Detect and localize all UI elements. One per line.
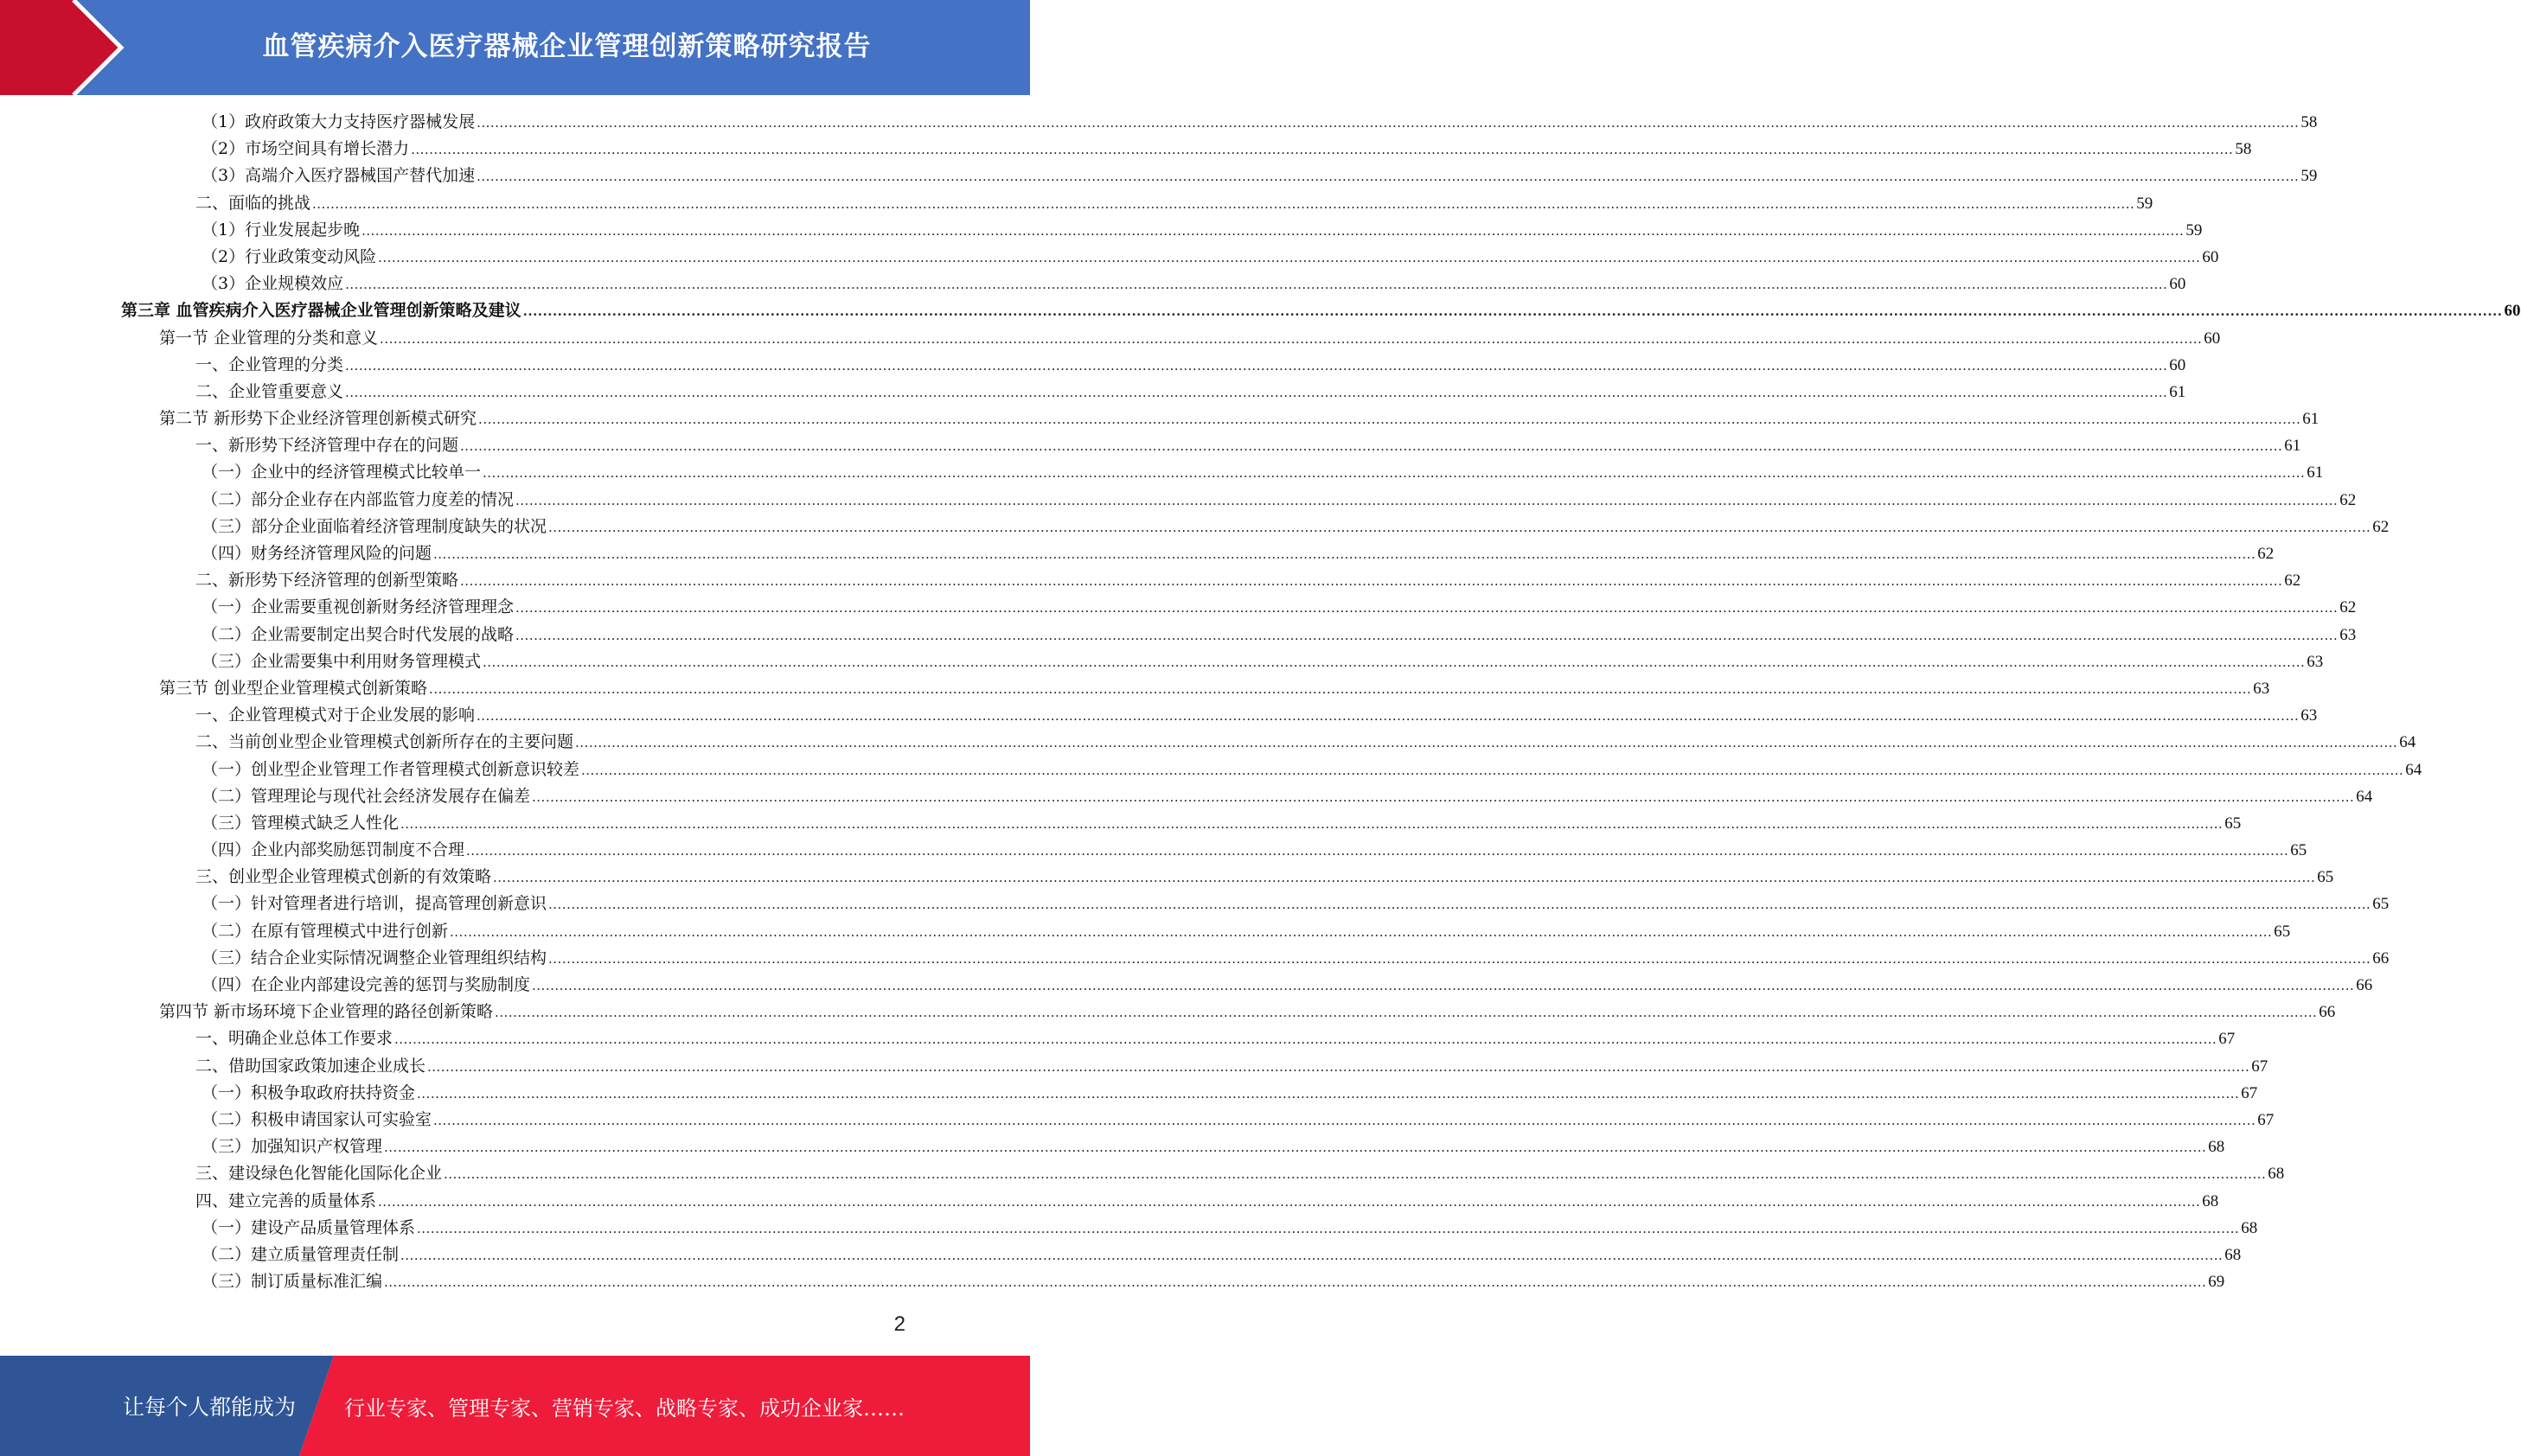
toc-leader-dots: ................................................................................................................................................................................................................................................................................................................................................................................................................: [477, 115, 2300, 131]
toc-leader-dots: ................................................................................................................................................................................................................................................................................................................................................................................................................: [515, 492, 2339, 508]
toc-entry-page: 66: [2356, 976, 2373, 994]
toc-entry-page: 67: [2218, 1030, 2236, 1049]
toc-entry-label: 一、企业管理模式对于企业发展的影响: [195, 706, 476, 725]
toc-entry-label: （1）行业发展起步晚: [202, 220, 361, 239]
toc-entry-label: （二）企业需要制定出契合时代发展的战略: [202, 624, 515, 644]
toc-entry[interactable]: [121, 487, 2357, 514]
toc-entry[interactable]: [121, 1134, 2225, 1160]
toc-entry-page: 68: [2202, 1191, 2219, 1210]
toc-entry[interactable]: [121, 1107, 2275, 1134]
toc-leader-dots: ................................................................................................................................................................................................................................................................................................................................................................................................................: [400, 1247, 2223, 1263]
toc-leader-dots: ................................................................................................................................................................................................................................................................................................................................................................................................................: [417, 1085, 2240, 1102]
toc-entry[interactable]: [121, 1215, 2258, 1242]
toc-entry-page: 59: [2185, 220, 2203, 239]
toc-leader-dots: ................................................................................................................................................................................................................................................................................................................................................................................................................: [493, 870, 2316, 886]
toc-entry-label: （三）部分企业面临着经济管理制度缺失的状况: [202, 516, 547, 536]
toc-entry-page: 61: [2169, 382, 2186, 401]
toc-entry-label: （3）高端介入医疗器械国产替代加速: [202, 166, 476, 186]
toc-leader-dots: ................................................................................................................................................................................................................................................................................................................................................................................................................: [450, 923, 2273, 940]
toc-entry-label: （四）在企业内部建设完善的惩罚与奖励制度: [202, 975, 531, 994]
toc-entry-page: 63: [2253, 679, 2270, 698]
toc-leader-dots: ................................................................................................................................................................................................................................................................................................................................................................................................................: [411, 142, 2234, 158]
toc-entry-label: （四）财务经济管理风险的问题: [202, 544, 432, 563]
toc-entry-page: 61: [2284, 437, 2301, 456]
toc-entry-page: 66: [2319, 1003, 2336, 1022]
toc-entry-label: （2）行业政策变动风险: [202, 246, 377, 266]
toc-entry[interactable]: [121, 648, 2324, 675]
toc-leader-dots: ................................................................................................................................................................................................................................................................................................................................................................................................................: [378, 1193, 2201, 1210]
toc-leader-dots: ................................................................................................................................................................................................................................................................................................................................................................................................................: [345, 277, 2168, 293]
toc-entry-page: 69: [2208, 1273, 2225, 1292]
toc-leader-dots: ................................................................................................................................................................................................................................................................................................................................................................................................................: [378, 249, 2201, 265]
toc-entry[interactable]: [121, 217, 2203, 244]
toc-entry-page: 68: [2241, 1218, 2258, 1237]
toc-leader-dots: ................................................................................................................................................................................................................................................................................................................................................................................................................: [548, 897, 2371, 913]
footer-band: [0, 1356, 1030, 1456]
toc-entry[interactable]: [121, 864, 2334, 891]
toc-entry-label: 二、新形势下经济管理的创新型策略: [195, 571, 459, 591]
toc-entry[interactable]: [121, 244, 2219, 271]
toc-leader-dots: ................................................................................................................................................................................................................................................................................................................................................................................................................: [495, 1005, 2318, 1021]
toc-entry-page: 65: [2372, 895, 2390, 914]
toc-entry[interactable]: [121, 540, 2275, 567]
toc-entry[interactable]: [121, 891, 2390, 917]
toc-entry[interactable]: [121, 1053, 2268, 1080]
toc-entry[interactable]: [121, 109, 2318, 136]
chevron-arrow-icon: [0, 0, 130, 95]
toc-entry[interactable]: [121, 325, 2221, 352]
toc-entry[interactable]: [121, 190, 2153, 217]
toc-entry-page: 68: [2268, 1165, 2285, 1184]
toc-entry[interactable]: [121, 702, 2318, 729]
toc-entry-label: 一、企业管理的分类: [195, 354, 344, 374]
toc-entry-page: 61: [2302, 410, 2319, 429]
toc-entry-page: 65: [2317, 868, 2334, 887]
toc-entry-label: （二）建立质量管理责任制: [202, 1244, 400, 1264]
toc-entry-page: 65: [2224, 814, 2242, 833]
toc-leader-dots: ................................................................................................................................................................................................................................................................................................................................................................................................................: [483, 465, 2306, 482]
toc-entry-page: 67: [2251, 1057, 2268, 1076]
table-of-contents: [121, 109, 2521, 1295]
report-title: 血管疾病介入医疗器械企业管理创新策略研究报告: [262, 30, 872, 62]
toc-entry-label: （一）创业型企业管理工作者管理模式创新意识较差: [202, 759, 580, 779]
toc-leader-dots: ................................................................................................................................................................................................................................................................................................................................................................................................................: [477, 169, 2300, 185]
toc-entry[interactable]: [121, 1242, 2242, 1268]
toc-leader-dots: ................................................................................................................................................................................................................................................................................................................................................................................................................: [575, 735, 2398, 751]
toc-entry-page: 66: [2372, 948, 2390, 967]
toc-entry[interactable]: [121, 459, 2324, 486]
toc-entry[interactable]: [121, 810, 2242, 837]
toc-leader-dots: ................................................................................................................................................................................................................................................................................................................................................................................................................: [394, 1031, 2217, 1048]
toc-leader-dots: ................................................................................................................................................................................................................................................................................................................................................................................................................: [460, 573, 2283, 590]
toc-entry-page: 62: [2339, 490, 2357, 509]
toc-leader-dots: ................................................................................................................................................................................................................................................................................................................................................................................................................: [312, 195, 2135, 212]
toc-entry-label: 二、企业管重要意义: [195, 381, 344, 401]
toc-leader-dots: ................................................................................................................................................................................................................................................................................................................................................................................................................: [548, 950, 2371, 967]
toc-entry[interactable]: [121, 297, 2521, 324]
toc-entry[interactable]: [121, 622, 2357, 648]
toc-entry[interactable]: [121, 918, 2291, 945]
toc-entry[interactable]: [121, 1268, 2225, 1295]
toc-entry[interactable]: [121, 352, 2186, 379]
toc-entry-page: 64: [2405, 760, 2422, 779]
toc-entry-label: 二、借助国家政策加速企业成长: [195, 1056, 426, 1076]
toc-leader-dots: ................................................................................................................................................................................................................................................................................................................................................................................................................: [429, 680, 2252, 697]
toc-entry-label: （一）建设产品质量管理体系: [202, 1217, 416, 1237]
toc-entry-label: （三）制订质量标准汇编: [202, 1272, 383, 1292]
header-band: [0, 0, 1030, 95]
footer-slogan-right: 行业专家、管理专家、营销专家、战略专家、成功企业家……: [344, 1395, 905, 1421]
toc-leader-dots: ................................................................................................................................................................................................................................................................................................................................................................................................................: [384, 1140, 2207, 1156]
toc-entry-label: （三）加强知识产权管理: [202, 1137, 383, 1157]
toc-entry-page: 62: [2257, 545, 2275, 563]
toc-leader-dots: ................................................................................................................................................................................................................................................................................................................................................................................................................: [532, 978, 2355, 993]
toc-leader-dots: ................................................................................................................................................................................................................................................................................................................................................................................................................: [433, 1112, 2256, 1128]
toc-entry-page: 68: [2208, 1138, 2225, 1157]
toc-entry-label: （一）企业中的经济管理模式比较单一: [202, 463, 482, 482]
toc-entry-label: （四）企业内部奖励惩罚制度不合理: [202, 840, 465, 860]
toc-leader-dots: ................................................................................................................................................................................................................................................................................................................................................................................................................: [433, 546, 2256, 562]
toc-entry-page: 60: [2504, 302, 2521, 321]
toc-leader-dots: ................................................................................................................................................................................................................................................................................................................................................................................................................: [345, 357, 2168, 374]
toc-leader-dots: ................................................................................................................................................................................................................................................................................................................................................................................................................: [460, 438, 2283, 455]
toc-entry-label: 一、新形势下经济管理中存在的问题: [195, 436, 459, 456]
toc-entry[interactable]: [121, 594, 2357, 621]
toc-entry[interactable]: [121, 163, 2318, 189]
toc-leader-dots: ................................................................................................................................................................................................................................................................................................................................................................................................................: [380, 330, 2203, 347]
toc-leader-dots: ................................................................................................................................................................................................................................................................................................................................................................................................................: [581, 762, 2404, 778]
toc-entry-label: 二、当前创业型企业管理模式创新所存在的主要问题: [195, 732, 574, 752]
toc-entry-page: 60: [2202, 247, 2219, 266]
toc-entry-page: 67: [2241, 1083, 2258, 1102]
footer-slogan-left: 让每个人都能成为: [123, 1395, 297, 1420]
toc-entry[interactable]: [121, 1025, 2236, 1052]
toc-entry-label: 三、创业型企业管理模式创新的有效策略: [195, 867, 492, 887]
toc-entry[interactable]: [121, 837, 2307, 864]
toc-leader-dots: ................................................................................................................................................................................................................................................................................................................................................................................................................: [466, 843, 2289, 859]
toc-entry-label: （二）在原有管理模式中进行创新: [202, 921, 449, 941]
toc-leader-dots: ................................................................................................................................................................................................................................................................................................................................................................................................................: [532, 789, 2355, 805]
toc-entry-label: 四、建立完善的质量体系: [195, 1191, 377, 1210]
toc-leader-dots: ................................................................................................................................................................................................................................................................................................................................................................................................................: [427, 1058, 2250, 1075]
toc-entry[interactable]: [121, 1080, 2258, 1107]
toc-entry[interactable]: [121, 271, 2186, 297]
toc-entry-label: （三）管理模式缺乏人性化: [202, 813, 400, 833]
toc-leader-dots: ................................................................................................................................................................................................................................................................................................................................................................................................................: [478, 412, 2301, 428]
toc-leader-dots: ................................................................................................................................................................................................................................................................................................................................................................................................................: [477, 708, 2300, 725]
toc-entry[interactable]: [121, 567, 2301, 594]
toc-leader-dots: ................................................................................................................................................................................................................................................................................................................................................................................................................: [522, 303, 2503, 320]
toc-entry[interactable]: [121, 1160, 2285, 1187]
toc-entry-label: 第二节 新形势下企业经济管理创新模式研究: [159, 409, 477, 429]
toc-leader-dots: ................................................................................................................................................................................................................................................................................................................................................................................................................: [362, 222, 2185, 239]
page-number: 2: [893, 1312, 905, 1336]
toc-entry-page: 58: [2235, 140, 2252, 159]
toc-entry-label: （1）政府政策大力支持医疗器械发展: [202, 112, 476, 131]
toc-leader-dots: ................................................................................................................................................................................................................................................................................................................................................................................................................: [515, 600, 2339, 616]
toc-entry[interactable]: [121, 1188, 2219, 1215]
toc-entry-label: （二）部分企业存在内部监管力度差的情况: [202, 489, 515, 509]
toc-entry[interactable]: [121, 945, 2390, 972]
toc-entry-label: 第三章 血管疾病介入医疗器械企业管理创新策略及建议: [121, 301, 521, 321]
toc-entry[interactable]: [121, 729, 2416, 756]
toc-entry[interactable]: [121, 999, 2336, 1025]
toc-entry-label: 第四节 新市场环境下企业管理的路径创新策略: [159, 1002, 494, 1022]
toc-entry-label: （三）结合企业实际情况调整企业管理组织结构: [202, 948, 547, 967]
toc-entry[interactable]: [121, 675, 2270, 702]
toc-entry-page: 61: [2307, 463, 2324, 482]
toc-entry-label: （2）市场空间具有增长潜力: [202, 139, 410, 159]
toc-entry-label: （一）企业需要重视创新财务经济管理理念: [202, 597, 515, 617]
toc-entry[interactable]: [121, 972, 2373, 999]
toc-entry-label: 二、面临的挑战: [195, 193, 311, 213]
toc-entry-label: （一）积极争取政府扶持资金: [202, 1082, 416, 1102]
toc-entry-page: 60: [2204, 329, 2221, 348]
toc-entry-label: 三、建设绿色化智能化国际化企业: [195, 1164, 443, 1184]
toc-leader-dots: ................................................................................................................................................................................................................................................................................................................................................................................................................: [444, 1166, 2267, 1183]
toc-leader-dots: ................................................................................................................................................................................................................................................................................................................................................................................................................: [345, 384, 2168, 400]
toc-entry[interactable]: [121, 379, 2186, 406]
toc-leader-dots: ................................................................................................................................................................................................................................................................................................................................................................................................................: [384, 1274, 2207, 1291]
toc-entry-label: （3）企业规模效应: [202, 274, 344, 294]
toc-entry-page: 62: [2372, 517, 2390, 536]
toc-leader-dots: ................................................................................................................................................................................................................................................................................................................................................................................................................: [417, 1220, 2240, 1236]
toc-entry-page: 58: [2300, 113, 2318, 131]
toc-entry[interactable]: [121, 514, 2390, 540]
toc-entry-page: 65: [2290, 841, 2307, 860]
toc-entry-page: 63: [2339, 625, 2357, 644]
toc-leader-dots: ................................................................................................................................................................................................................................................................................................................................................................................................................: [483, 654, 2306, 670]
toc-entry-page: 60: [2169, 355, 2186, 374]
toc-leader-dots: ................................................................................................................................................................................................................................................................................................................................................................................................................: [400, 815, 2223, 832]
toc-entry-page: 59: [2136, 194, 2153, 213]
toc-entry[interactable]: [121, 432, 2301, 459]
toc-entry-page: 60: [2169, 275, 2186, 294]
toc-entry[interactable]: [121, 406, 2319, 432]
toc-entry-page: 62: [2284, 572, 2301, 591]
toc-entry-label: （二）积极申请国家认可实验室: [202, 1109, 432, 1129]
toc-entry-label: 第三节 创业型企业管理模式创新策略: [159, 678, 428, 698]
toc-entry-label: （二）管理理论与现代社会经济发展存在偏差: [202, 786, 531, 806]
toc-entry-page: 62: [2339, 598, 2357, 617]
toc-entry-page: 63: [2300, 706, 2318, 725]
toc-entry-label: （一）针对管理者进行培训，提高管理创新意识: [202, 894, 547, 914]
toc-entry-page: 64: [2356, 787, 2373, 806]
toc-entry-page: 68: [2224, 1245, 2242, 1264]
toc-entry[interactable]: [121, 757, 2422, 783]
toc-entry-page: 64: [2399, 733, 2416, 752]
toc-leader-dots: ................................................................................................................................................................................................................................................................................................................................................................................................................: [515, 627, 2339, 643]
toc-entry[interactable]: [121, 783, 2373, 810]
toc-entry[interactable]: [121, 136, 2252, 163]
toc-entry-page: 63: [2307, 652, 2324, 671]
toc-entry-page: 67: [2257, 1110, 2275, 1129]
toc-entry-label: 第一节 企业管理的分类和意义: [159, 328, 379, 348]
toc-entry-label: 一、明确企业总体工作要求: [195, 1029, 394, 1049]
toc-entry-label: （三）企业需要集中利用财务管理模式: [202, 651, 482, 671]
toc-entry-page: 65: [2274, 922, 2291, 941]
toc-entry-page: 59: [2300, 167, 2318, 186]
toc-leader-dots: ................................................................................................................................................................................................................................................................................................................................................................................................................: [548, 519, 2371, 535]
